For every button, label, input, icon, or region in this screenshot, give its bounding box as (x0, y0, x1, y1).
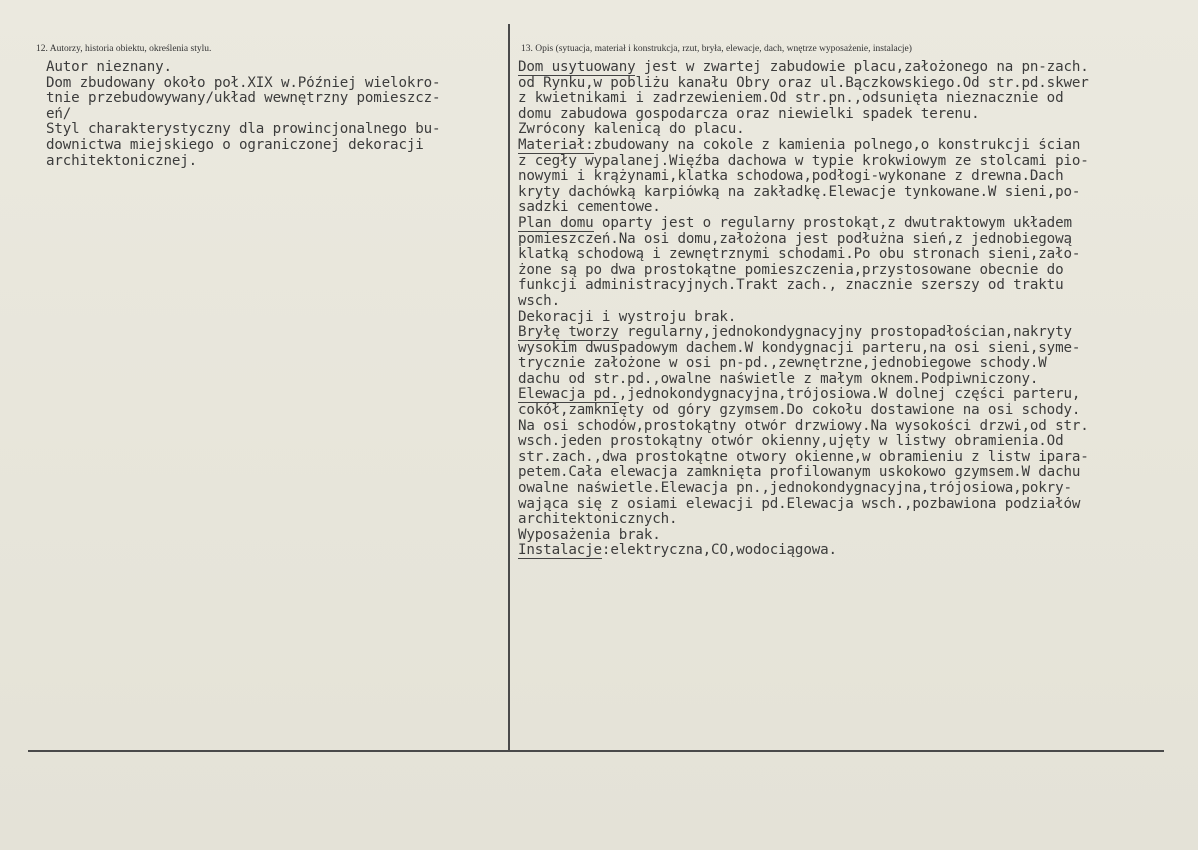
section-13-line: Na osi schodów,prostokątny otwór drzwiowy.Na wysokości drzwi,od str. (518, 418, 1089, 434)
section-13-line: żone są po dwa prostokątne pomieszczenia,przystosowane obecnie do (518, 262, 1064, 278)
section-13-line: nowymi i krążynami,klatka schodowa,podłogi-wykonane z drewna.Dach (518, 169, 1064, 185)
section-13-line: Materiał:zbudowany na cokole z kamienia polnego,o konstrukcji ścian (518, 137, 1081, 153)
section-13-line: Zwrócony kalenicą do placu. (518, 122, 745, 138)
section-13-line: Dom usytuowany jest w zwartej zabudowie placu,założonego na pn-zach. (518, 60, 1089, 75)
section-12-line: eń/ (46, 106, 72, 122)
section-13-line: Elewacja pd.,jednokondygnacyjna,trójosiowa.W dolnej części parteru, (518, 387, 1081, 403)
section-12-line: Styl charakterystyczny dla prowincjonalnego bu- (46, 122, 441, 138)
section-12-line: architektonicznej. (46, 153, 198, 169)
section-13-line: Instalacje:elektryczna,CO,wodociągowa. (518, 543, 837, 559)
section-13-line: dachu od str.pd.,owalne naświetle z małym oknem.Podpiwniczony. (518, 371, 1039, 387)
section-13-line: wysokim dwuspadowym dachem.W kondygnacji parteru,na osi sieni,syme- (518, 340, 1081, 356)
section-12-line: Autor nieznany. (46, 60, 172, 75)
section-13-line: architektonicznych. (518, 512, 678, 528)
section-13-line: z kwietnikami i zadrzewieniem.Od str.pn.,odsunięta nieznacznie od (518, 91, 1064, 107)
section-13-line: pomieszczeń.Na osi domu,założona jest podłużna sień,z jednobiegową (518, 231, 1072, 247)
section-13-line: trycznie założone w osi pn-pd.,zewnętrzne,jednobiegowe schody.W (518, 356, 1047, 372)
section-13-line: Dekoracji i wystroju brak. (518, 309, 737, 325)
section-13-line: sadzki cementowe. (518, 200, 661, 216)
section-13-body (518, 60, 1190, 559)
section-12-line: Dom zbudowany około poł.XIX w.Później wielokro- (46, 75, 441, 91)
column-divider (508, 24, 510, 750)
section-12-body (46, 60, 501, 169)
section-13-line: cokół,zamknięty od góry gzymsem.Do cokołu dostawione na osi schody. (518, 403, 1081, 419)
section-13-line: str.zach.,dwa prostokątne otwory okienne,w obramieniu z listw ipara- (518, 449, 1089, 465)
section-13-line: klatką schodową i zewnętrznymi schodami.Po obu stronach sieni,zało- (518, 247, 1081, 263)
section-13-line: wająca się z osiami elewacji pd.Elewacja wsch.,pozbawiona podziałów (518, 496, 1081, 512)
underlined-lead: Dom usytuowany (518, 60, 636, 75)
section-13-line: z cegły wypalanej.Więźba dachowa w typie krokwiowym ze stolcami pio- (518, 153, 1089, 169)
section-13-line: owalne naświetle.Elewacja pn.,jednokondygnacyjna,trójosiowa,pokry- (518, 481, 1072, 497)
underlined-lead: Plan domu (518, 215, 594, 231)
section-13-line: domu zabudowa gospodarcza oraz niewielki spadek terenu. (518, 106, 980, 122)
section-13-line: kryty dachówką karpiówką na zakładkę.Elewacje tynkowane.W sieni,po- (518, 184, 1081, 200)
section-13-heading: 13. Opis (sytuacja, materiał i konstrukcja, rzut, bryła, elewacje, dach, wnętrze wyposażenie, instalacje) (521, 44, 912, 54)
section-13-line: wsch. (518, 293, 560, 309)
section-13-line: wsch.jeden prostokątny otwór okienny,ujęty w listwy obramienia.Od (518, 434, 1064, 450)
underlined-lead: Bryłę tworzy (518, 325, 619, 341)
underlined-lead: Instalacje (518, 543, 602, 559)
section-13-line: od Rynku,w pobliżu kanału Obry oraz ul.Bączkowskiego.Od str.pd.skwer (518, 75, 1089, 91)
section-12-heading: 12. Autorzy, historia obiektu, określenia stylu. (36, 44, 212, 54)
section-13-line: Wyposażenia brak. (518, 527, 661, 543)
section-13-line: Plan domu oparty jest o regularny prostokąt,z dwutraktowym układem (518, 215, 1072, 231)
bottom-rule (28, 750, 1164, 752)
section-13-line: Bryłę tworzy regularny,jednokondygnacyjny prostopadłościan,nakryty (518, 325, 1072, 341)
section-12-line: tnie przebudowywany/układ wewnętrzny pomieszcz- (46, 91, 441, 107)
section-12-line: downictwa miejskiego o ograniczonej dekoracji (46, 137, 424, 153)
underlined-lead: Elewacja pd. (518, 387, 619, 403)
underlined-lead: Materiał: (518, 137, 594, 153)
section-13-line: petem.Cała elewacja zamknięta profilowanym uskokowo gzymsem.W dachu (518, 465, 1081, 481)
section-13-line: funkcji administracyjnych.Trakt zach., znacznie szerszy od traktu (518, 278, 1064, 294)
